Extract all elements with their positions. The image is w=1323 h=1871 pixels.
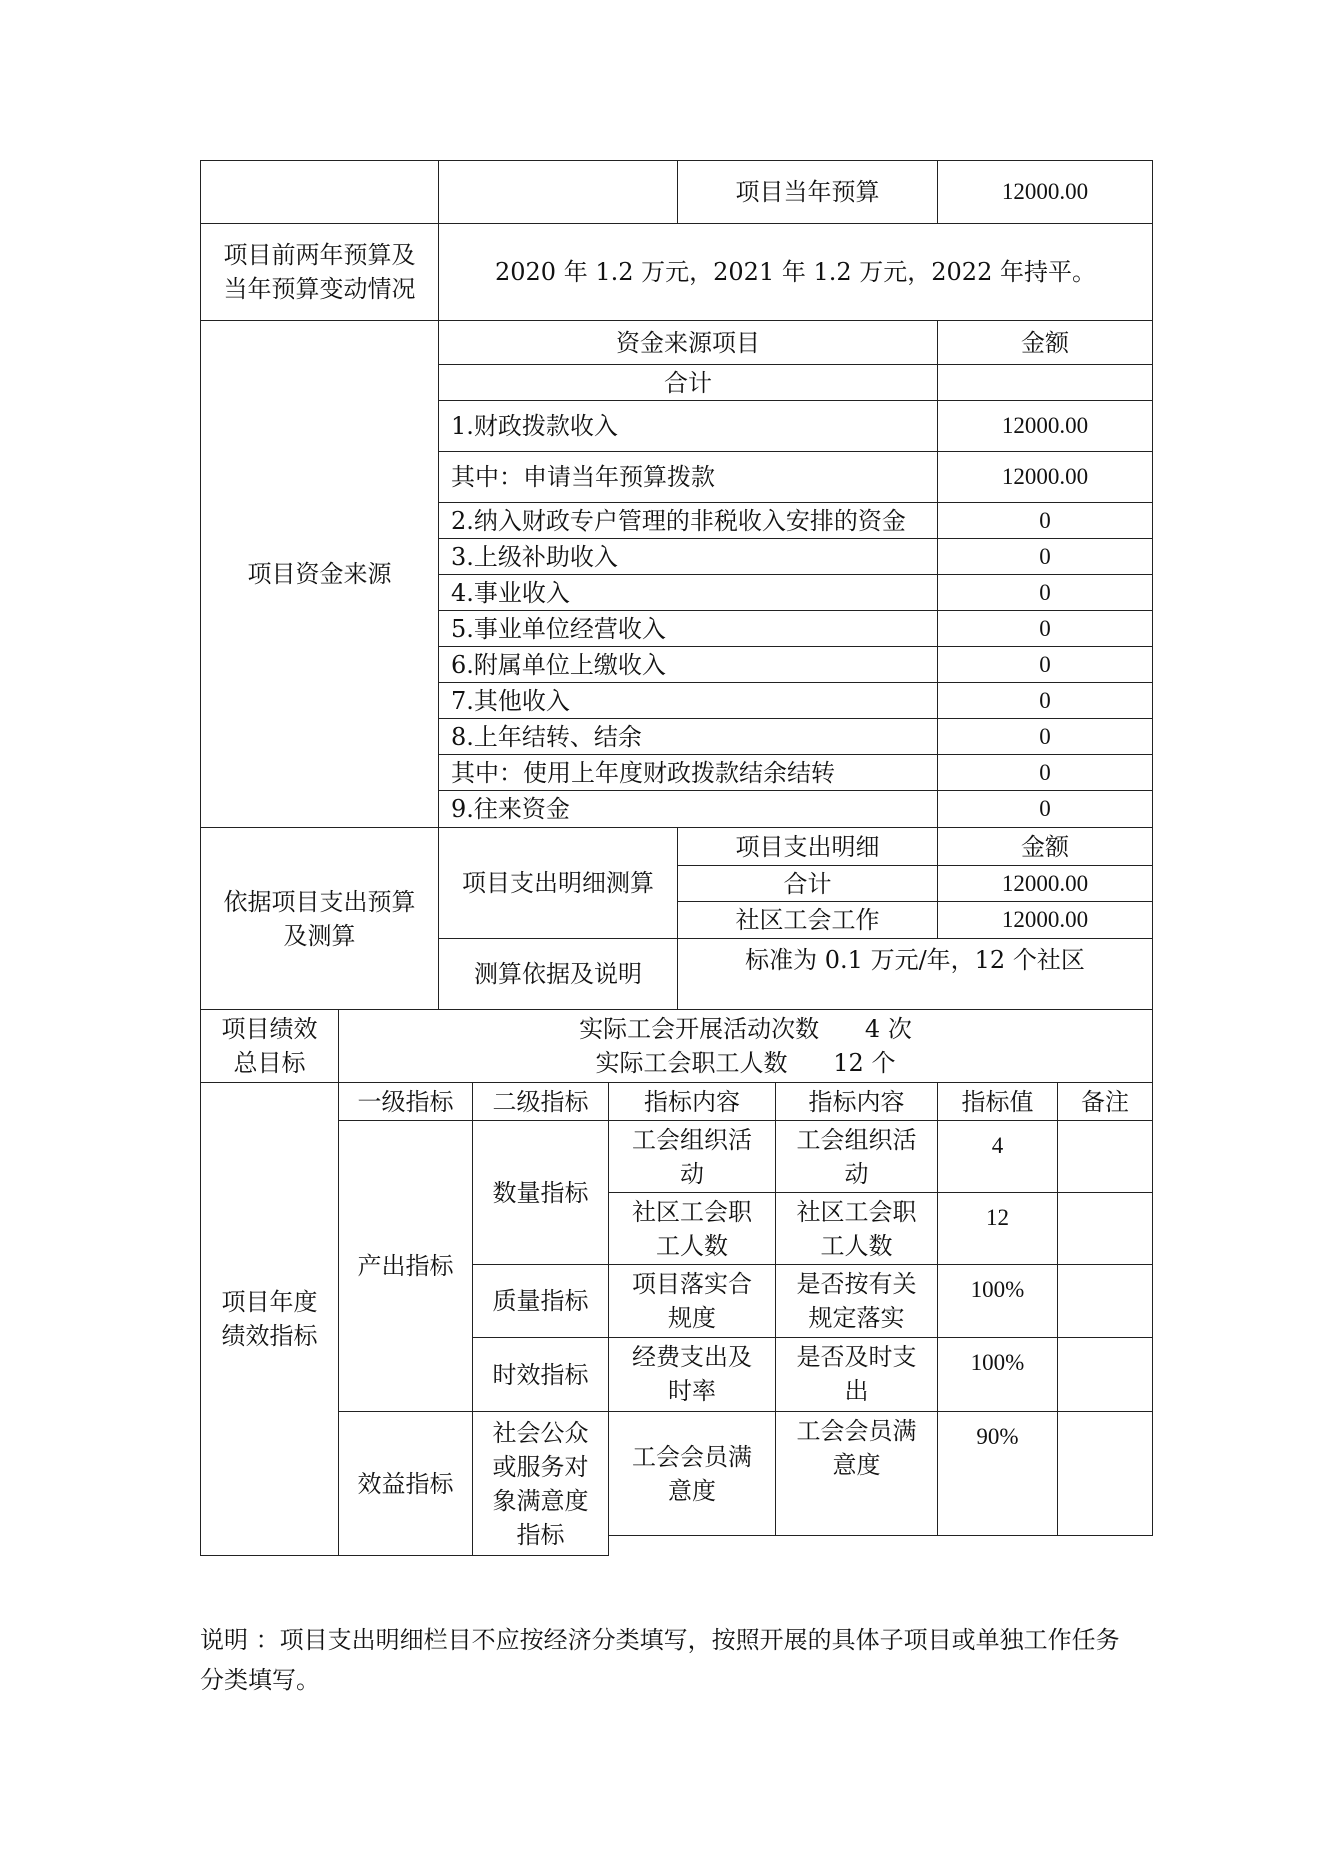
funding-row-amount: 12000.00	[937, 451, 1153, 503]
overall-goal-line: 实际工会职工人数 12 个	[595, 1049, 896, 1077]
expense-basis-method-label: 测算依据及说明	[438, 938, 678, 1010]
header-level2: 二级指标	[472, 1082, 609, 1121]
expense-header-item: 项目支出明细	[677, 827, 938, 866]
indicator-content: 工会会员满意度	[775, 1411, 938, 1536]
level2-quantity: 数量指标	[472, 1120, 609, 1265]
funding-row-label: 9.往来资金	[438, 790, 938, 828]
funding-row-amount: 0	[937, 682, 1153, 719]
expense-total-label: 合计	[677, 865, 938, 902]
funding-row-label: 其中：使用上年度财政拨款结余结转	[438, 754, 938, 791]
prev-budget-label: 项目前两年预算及当年预算变动情况	[200, 223, 439, 321]
level1-output: 产出指标	[338, 1120, 473, 1412]
indicator-content: 工会组织活动	[608, 1120, 776, 1193]
expense-basis-text: 标准为 0.1 万元/年，12 个社区	[677, 938, 1153, 1010]
funding-row-amount: 0	[937, 538, 1153, 575]
indicator-value: 100%	[937, 1337, 1058, 1412]
header-content: 指标内容	[775, 1082, 938, 1121]
current-budget-label: 项目当年预算	[677, 160, 938, 224]
funding-row-label: 4.事业收入	[438, 574, 938, 611]
funding-source-label: 项目资金来源	[200, 320, 439, 828]
indicator-content: 社区工会职工人数	[608, 1192, 776, 1265]
funding-row-label: 7.其他收入	[438, 682, 938, 719]
overall-goal-line: 实际工会开展活动次数 4 次	[579, 1015, 912, 1043]
prev-budget-text: 2020 年 1.2 万元，2021 年 1.2 万元，2022 年持平。	[438, 223, 1153, 321]
funding-row-amount: 0	[937, 502, 1153, 539]
indicator-value: 100%	[937, 1264, 1058, 1338]
funding-row-amount: 0	[937, 646, 1153, 683]
funding-row-amount: 0	[937, 790, 1153, 828]
top-mid-empty	[438, 160, 678, 224]
expense-total-amount: 12000.00	[937, 865, 1153, 902]
funding-row-amount: 0	[937, 754, 1153, 791]
footnote: 说明 ：项目支出明细栏目不应按经济分类填写，按照开展的具体子项目或单独工作任务分类填写。	[200, 1626, 1120, 1694]
indicator-note	[1057, 1411, 1153, 1536]
overall-goal-content	[338, 1009, 1153, 1083]
header-value: 指标值	[937, 1082, 1058, 1121]
funding-row-amount: 0	[937, 574, 1153, 611]
indicator-content: 是否及时支出	[775, 1337, 938, 1412]
funding-row-amount: 0	[937, 610, 1153, 647]
funding-header-amount: 金额	[937, 320, 1153, 365]
indicator-value: 4	[937, 1120, 1058, 1193]
indicator-value: 12	[937, 1192, 1058, 1265]
indicator-note	[1057, 1120, 1153, 1193]
funding-header-source: 资金来源项目	[438, 320, 938, 365]
top-left-empty	[200, 160, 439, 224]
indicator-content: 是否按有关规定落实	[775, 1264, 938, 1338]
indicator-note	[1057, 1337, 1153, 1412]
expense-item-amount: 12000.00	[937, 901, 1153, 939]
header-level1: 一级指标	[338, 1082, 473, 1121]
current-budget-amount: 12000.00	[937, 160, 1153, 224]
funding-row-label: 5.事业单位经营收入	[438, 610, 938, 647]
funding-row-amount: 12000.00	[937, 400, 1153, 452]
indicator-content: 经费支出及时率	[608, 1337, 776, 1412]
expense-header-amount: 金额	[937, 827, 1153, 866]
funding-row-label: 3.上级补助收入	[438, 538, 938, 575]
indicator-value: 90%	[937, 1411, 1058, 1536]
funding-row-label: 2.纳入财政专户管理的非税收入安排的资金	[438, 502, 938, 539]
annual-performance-label: 项目年度绩效指标	[200, 1082, 339, 1556]
funding-total-amount	[937, 364, 1153, 401]
overall-goal-label: 项目绩效总目标	[200, 1009, 339, 1083]
level2-quality: 质量指标	[472, 1264, 609, 1338]
level2-time: 时效指标	[472, 1337, 609, 1412]
expense-item-label: 社区工会工作	[677, 901, 938, 939]
funding-row-label: 8.上年结转、结余	[438, 718, 938, 755]
indicator-content: 社区工会职工人数	[775, 1192, 938, 1265]
level1-benefit: 效益指标	[338, 1411, 473, 1556]
funding-row-amount: 0	[937, 718, 1153, 755]
level2-satisfaction: 社会公众或服务对象满意度指标	[472, 1411, 609, 1556]
indicator-note	[1057, 1192, 1153, 1265]
funding-total-label: 合计	[438, 364, 938, 401]
expense-basis-label: 依据项目支出预算及测算	[200, 827, 439, 1010]
funding-row-label: 6.附属单位上缴收入	[438, 646, 938, 683]
indicator-content: 项目落实合规度	[608, 1264, 776, 1338]
indicator-note	[1057, 1264, 1153, 1338]
indicator-content: 工会会员满意度	[608, 1411, 776, 1536]
funding-row-label: 其中：申请当年预算拨款	[438, 451, 938, 503]
funding-row-label: 1.财政拨款收入	[438, 400, 938, 452]
expense-detail-label: 项目支出明细测算	[438, 827, 678, 939]
header-note: 备注	[1057, 1082, 1153, 1121]
indicator-content: 工会组织活动	[775, 1120, 938, 1193]
header-content: 指标内容	[608, 1082, 776, 1121]
